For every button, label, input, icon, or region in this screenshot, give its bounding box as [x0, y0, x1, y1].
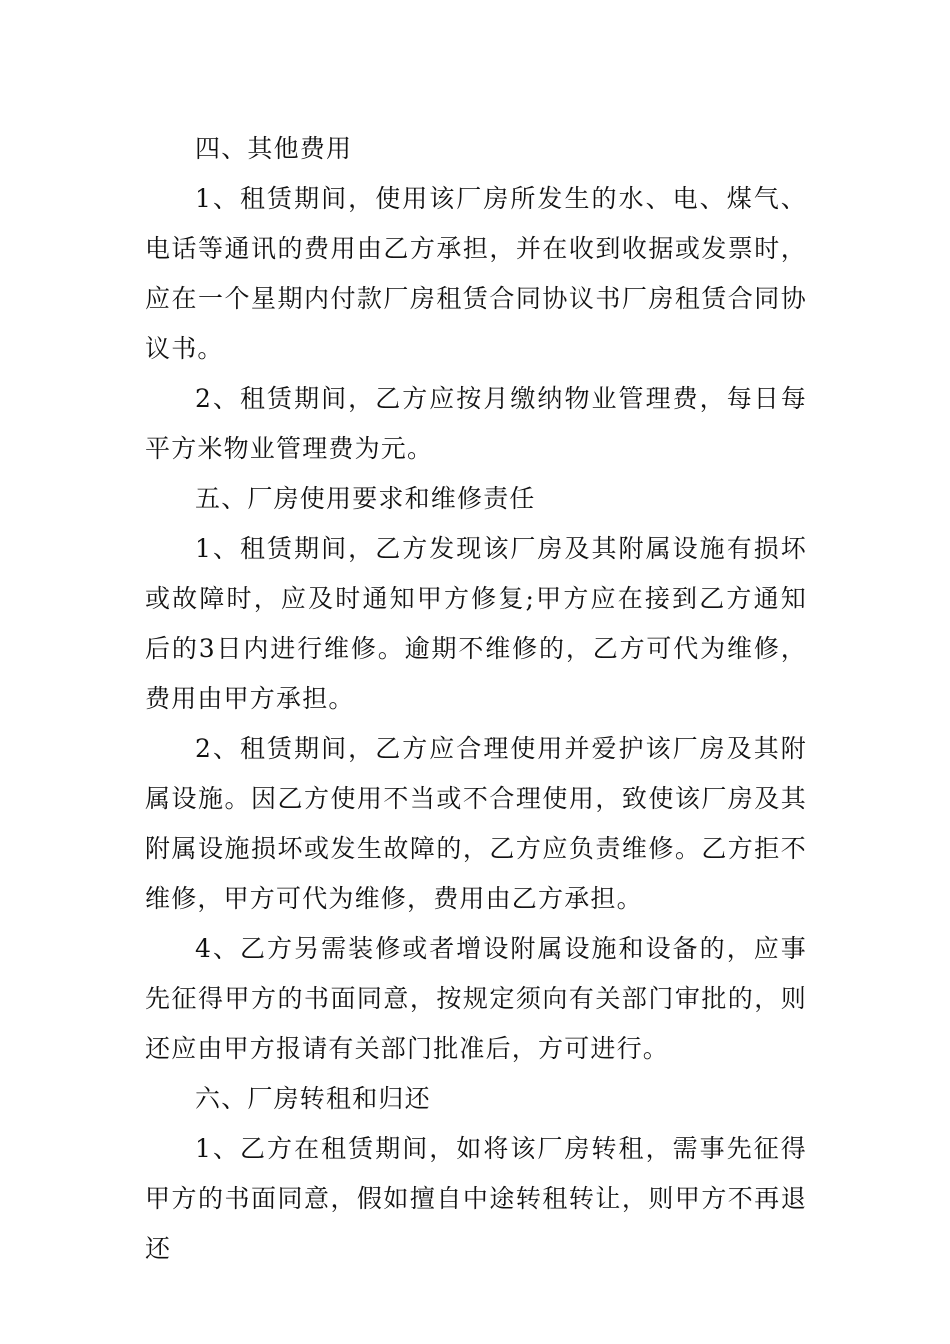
section-heading-usage-maintenance: 五、厂房使用要求和维修责任	[195, 484, 536, 513]
paragraph: 1、乙方在租赁期间，如将该厂房转租，需事先征得甲方的书面同意，假如擅自中途转租转让，则甲方不再退还	[145, 1134, 807, 1263]
section-heading-sublease-return: 六、厂房转租和归还	[195, 1084, 431, 1113]
section-heading-other-fees: 四、其他费用	[195, 134, 353, 163]
paragraph: 4、乙方另需装修或者增设附属设施和设备的，应事先征得甲方的书面同意，按规定须向有关部门审批的，则还应由甲方报请有关部门批准后，方可进行。	[145, 934, 807, 1063]
paragraph: 1、租赁期间，使用该厂房所发生的水、电、煤气、电话等通讯的费用由乙方承担，并在收到收据或发票时，应在一个星期内付款厂房租赁合同协议书厂房租赁合同协议书。	[145, 184, 807, 363]
paragraph: 1、租赁期间，乙方发现该厂房及其附属设施有损坏或故障时，应及时通知甲方修复;甲方应在接到乙方通知后的3日内进行维修。逾期不维修的，乙方可代为维修，费用由甲方承担。	[145, 534, 807, 713]
paragraph: 2、租赁期间，乙方应合理使用并爱护该厂房及其附属设施。因乙方使用不当或不合理使用，致使该厂房及其附属设施损坏或发生故障的，乙方应负责维修。乙方拒不维修，甲方可代为维修，费用由乙方承担。	[145, 734, 807, 913]
paragraph: 2、租赁期间，乙方应按月缴纳物业管理费，每日每平方米物业管理费为元。	[145, 384, 807, 463]
document-body	[145, 124, 807, 1274]
